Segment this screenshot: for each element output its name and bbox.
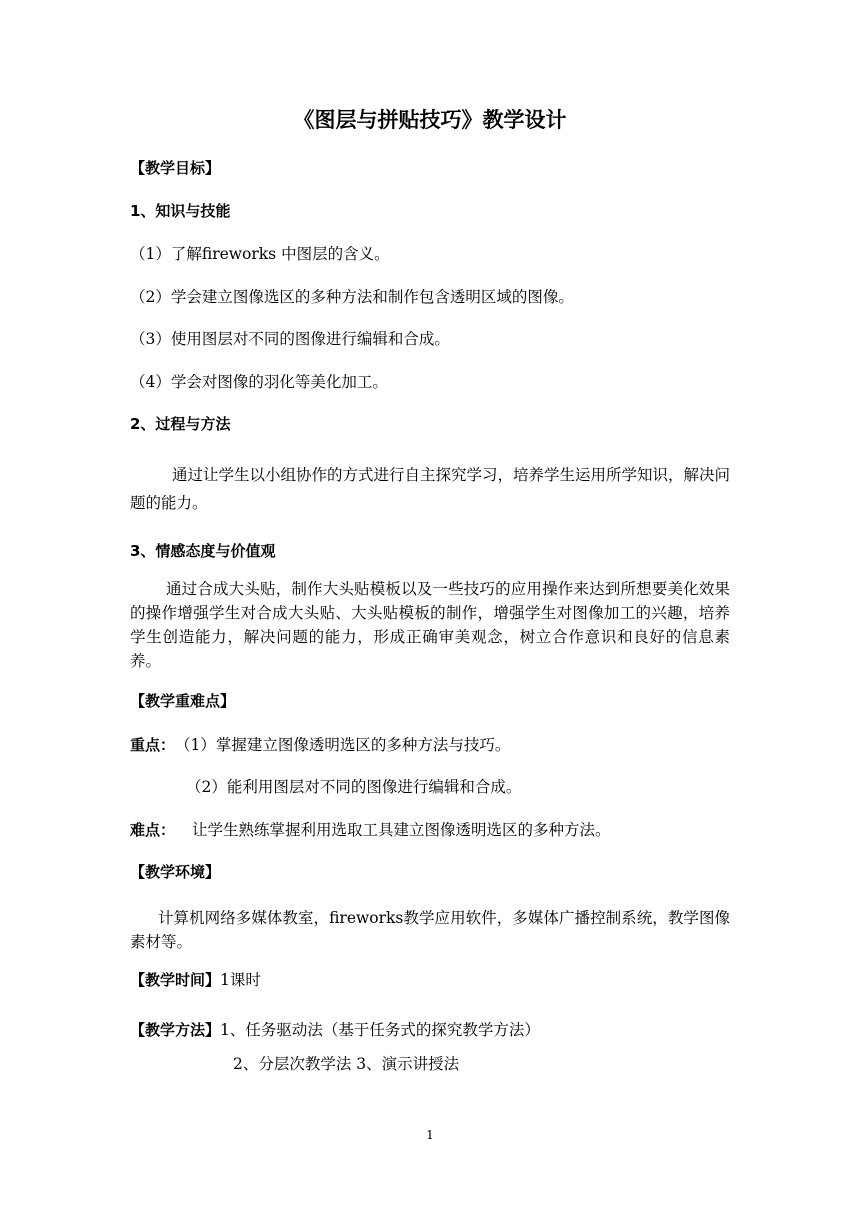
keypoints-heading: 【教学重难点】 xyxy=(130,692,236,710)
difficult-label: 难点： xyxy=(130,821,176,839)
key-item-1: （1）掌握建立图像透明选区的多种方法与技巧。 xyxy=(175,736,511,754)
difficult-text: 让学生熟练掌握利用选取工具建立图像透明选区的多种方法。 xyxy=(192,821,611,839)
key-item-2: （2）能利用图层对不同的图像进行编辑和合成。 xyxy=(186,778,522,796)
teaching-methods-label: 【教学方法】 xyxy=(130,1021,221,1039)
knowledge-item-3: （3）使用图层对不同的图像进行编辑和合成。 xyxy=(130,330,450,348)
knowledge-item-4: （4）学会对图像的羽化等美化加工。 xyxy=(130,373,388,391)
key-label: 重点： xyxy=(130,736,176,754)
environment-heading: 【教学环境】 xyxy=(130,863,221,881)
teaching-time-value: 1课时 xyxy=(220,971,261,989)
teaching-time-label: 【教学时间】 xyxy=(130,971,221,989)
emotion-values-heading: 3、情感态度与价值观 xyxy=(130,542,276,560)
document-title: 《图层与拼贴技巧》教学设计 xyxy=(293,108,567,132)
page-number: 1 xyxy=(426,1128,434,1142)
goals-heading: 【教学目标】 xyxy=(130,159,221,177)
process-method-heading: 2、过程与方法 xyxy=(130,415,231,433)
environment-text: 计算机网络多媒体教室，fireworks教学应用软件，多媒体广播控制系统，教学图像素材等。 xyxy=(130,909,730,951)
process-method-text: 通过让学生以小组协作的方式进行自主探究学习，培养学生运用所学知识，解决问题的能力。 xyxy=(130,466,731,512)
teaching-methods-row xyxy=(130,1020,540,1040)
knowledge-item-1: （1）了解fireworks 中图层的含义。 xyxy=(130,245,390,263)
knowledge-item-2: （2）学会建立图像选区的多种方法和制作包含透明区域的图像。 xyxy=(130,288,574,306)
knowledge-skills-heading: 1、知识与技能 xyxy=(130,202,231,220)
teaching-method-line-2: 2、分层次教学法 3、演示讲授法 xyxy=(233,1055,460,1073)
emotion-values-text: 通过合成大头贴，制作大头贴模板以及一些技巧的应用操作来达到所想要美化效果的操作增强学生对合成大头贴、大头贴模板的制作，增强学生对图像加工的兴趣，培养学生创造能力，解决问题的能力，形成正确审美观念，树立合作意识和良好的信息素养。 xyxy=(130,580,730,670)
teaching-time-row xyxy=(130,970,261,990)
teaching-method-line-1: 1、任务驱动法（基于任务式的探究教学方法） xyxy=(220,1021,540,1039)
